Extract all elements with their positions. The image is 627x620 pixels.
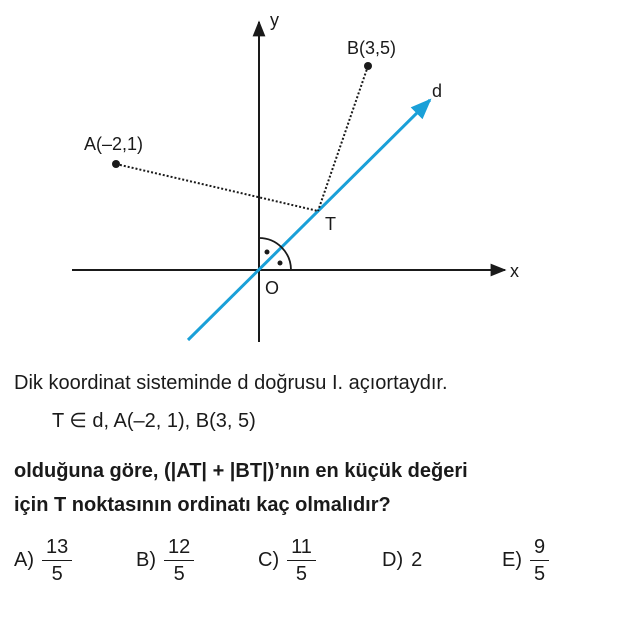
point-t-label: T bbox=[325, 214, 336, 234]
option-c-numerator: 11 bbox=[287, 537, 316, 561]
option-d[interactable] bbox=[382, 530, 422, 590]
option-b-fraction bbox=[164, 537, 194, 584]
question-line-2: için T noktasının ordinatı kaç olmalıdır? bbox=[14, 494, 391, 516]
option-a-denominator: 5 bbox=[51, 562, 63, 585]
option-c-denominator: 5 bbox=[295, 562, 308, 585]
point-b-label: B(3,5) bbox=[347, 38, 397, 58]
option-d-label: D) bbox=[382, 548, 404, 571]
y-axis-label: y bbox=[270, 10, 279, 30]
origin-label: O bbox=[265, 278, 280, 298]
answer-options bbox=[0, 530, 627, 590]
option-c-label: C) bbox=[258, 548, 280, 571]
option-a-numerator: 13 bbox=[42, 537, 72, 561]
option-e-denominator: 5 bbox=[534, 562, 546, 585]
option-b-denominator: 5 bbox=[173, 562, 185, 585]
point-a bbox=[112, 160, 120, 168]
option-b[interactable] bbox=[136, 530, 194, 590]
problem-statement: Dik koordinat sisteminde d doğrusu I. açıortaydır. bbox=[14, 372, 448, 394]
angle-mark-upper bbox=[265, 250, 270, 255]
line-d-label: d bbox=[432, 81, 443, 101]
option-a[interactable] bbox=[14, 530, 72, 590]
option-e-label: E) bbox=[502, 548, 522, 571]
option-e-fraction bbox=[530, 537, 549, 584]
option-e-numerator: 9 bbox=[530, 537, 549, 561]
line-d bbox=[188, 100, 430, 340]
option-c[interactable] bbox=[258, 530, 316, 590]
point-b bbox=[364, 62, 372, 70]
option-a-label: A) bbox=[14, 548, 34, 571]
option-c-fraction bbox=[287, 537, 316, 584]
question-line-1: olduğuna göre, (|AT| + |BT|)’nın en küçük değeri bbox=[14, 460, 468, 482]
point-a-label: A(–2,1) bbox=[84, 134, 144, 154]
option-a-fraction bbox=[42, 537, 72, 584]
option-b-label: B) bbox=[136, 548, 156, 571]
option-e[interactable] bbox=[502, 530, 549, 590]
given-conditions: T ∈ d, A(–2, 1), B(3, 5) bbox=[52, 410, 256, 432]
angle-mark-lower bbox=[278, 261, 283, 266]
segment-at bbox=[116, 164, 318, 211]
option-d-value: 2 bbox=[411, 548, 423, 571]
option-b-numerator: 12 bbox=[164, 537, 194, 561]
x-axis-label: x bbox=[510, 261, 519, 281]
segment-bt bbox=[318, 66, 368, 211]
